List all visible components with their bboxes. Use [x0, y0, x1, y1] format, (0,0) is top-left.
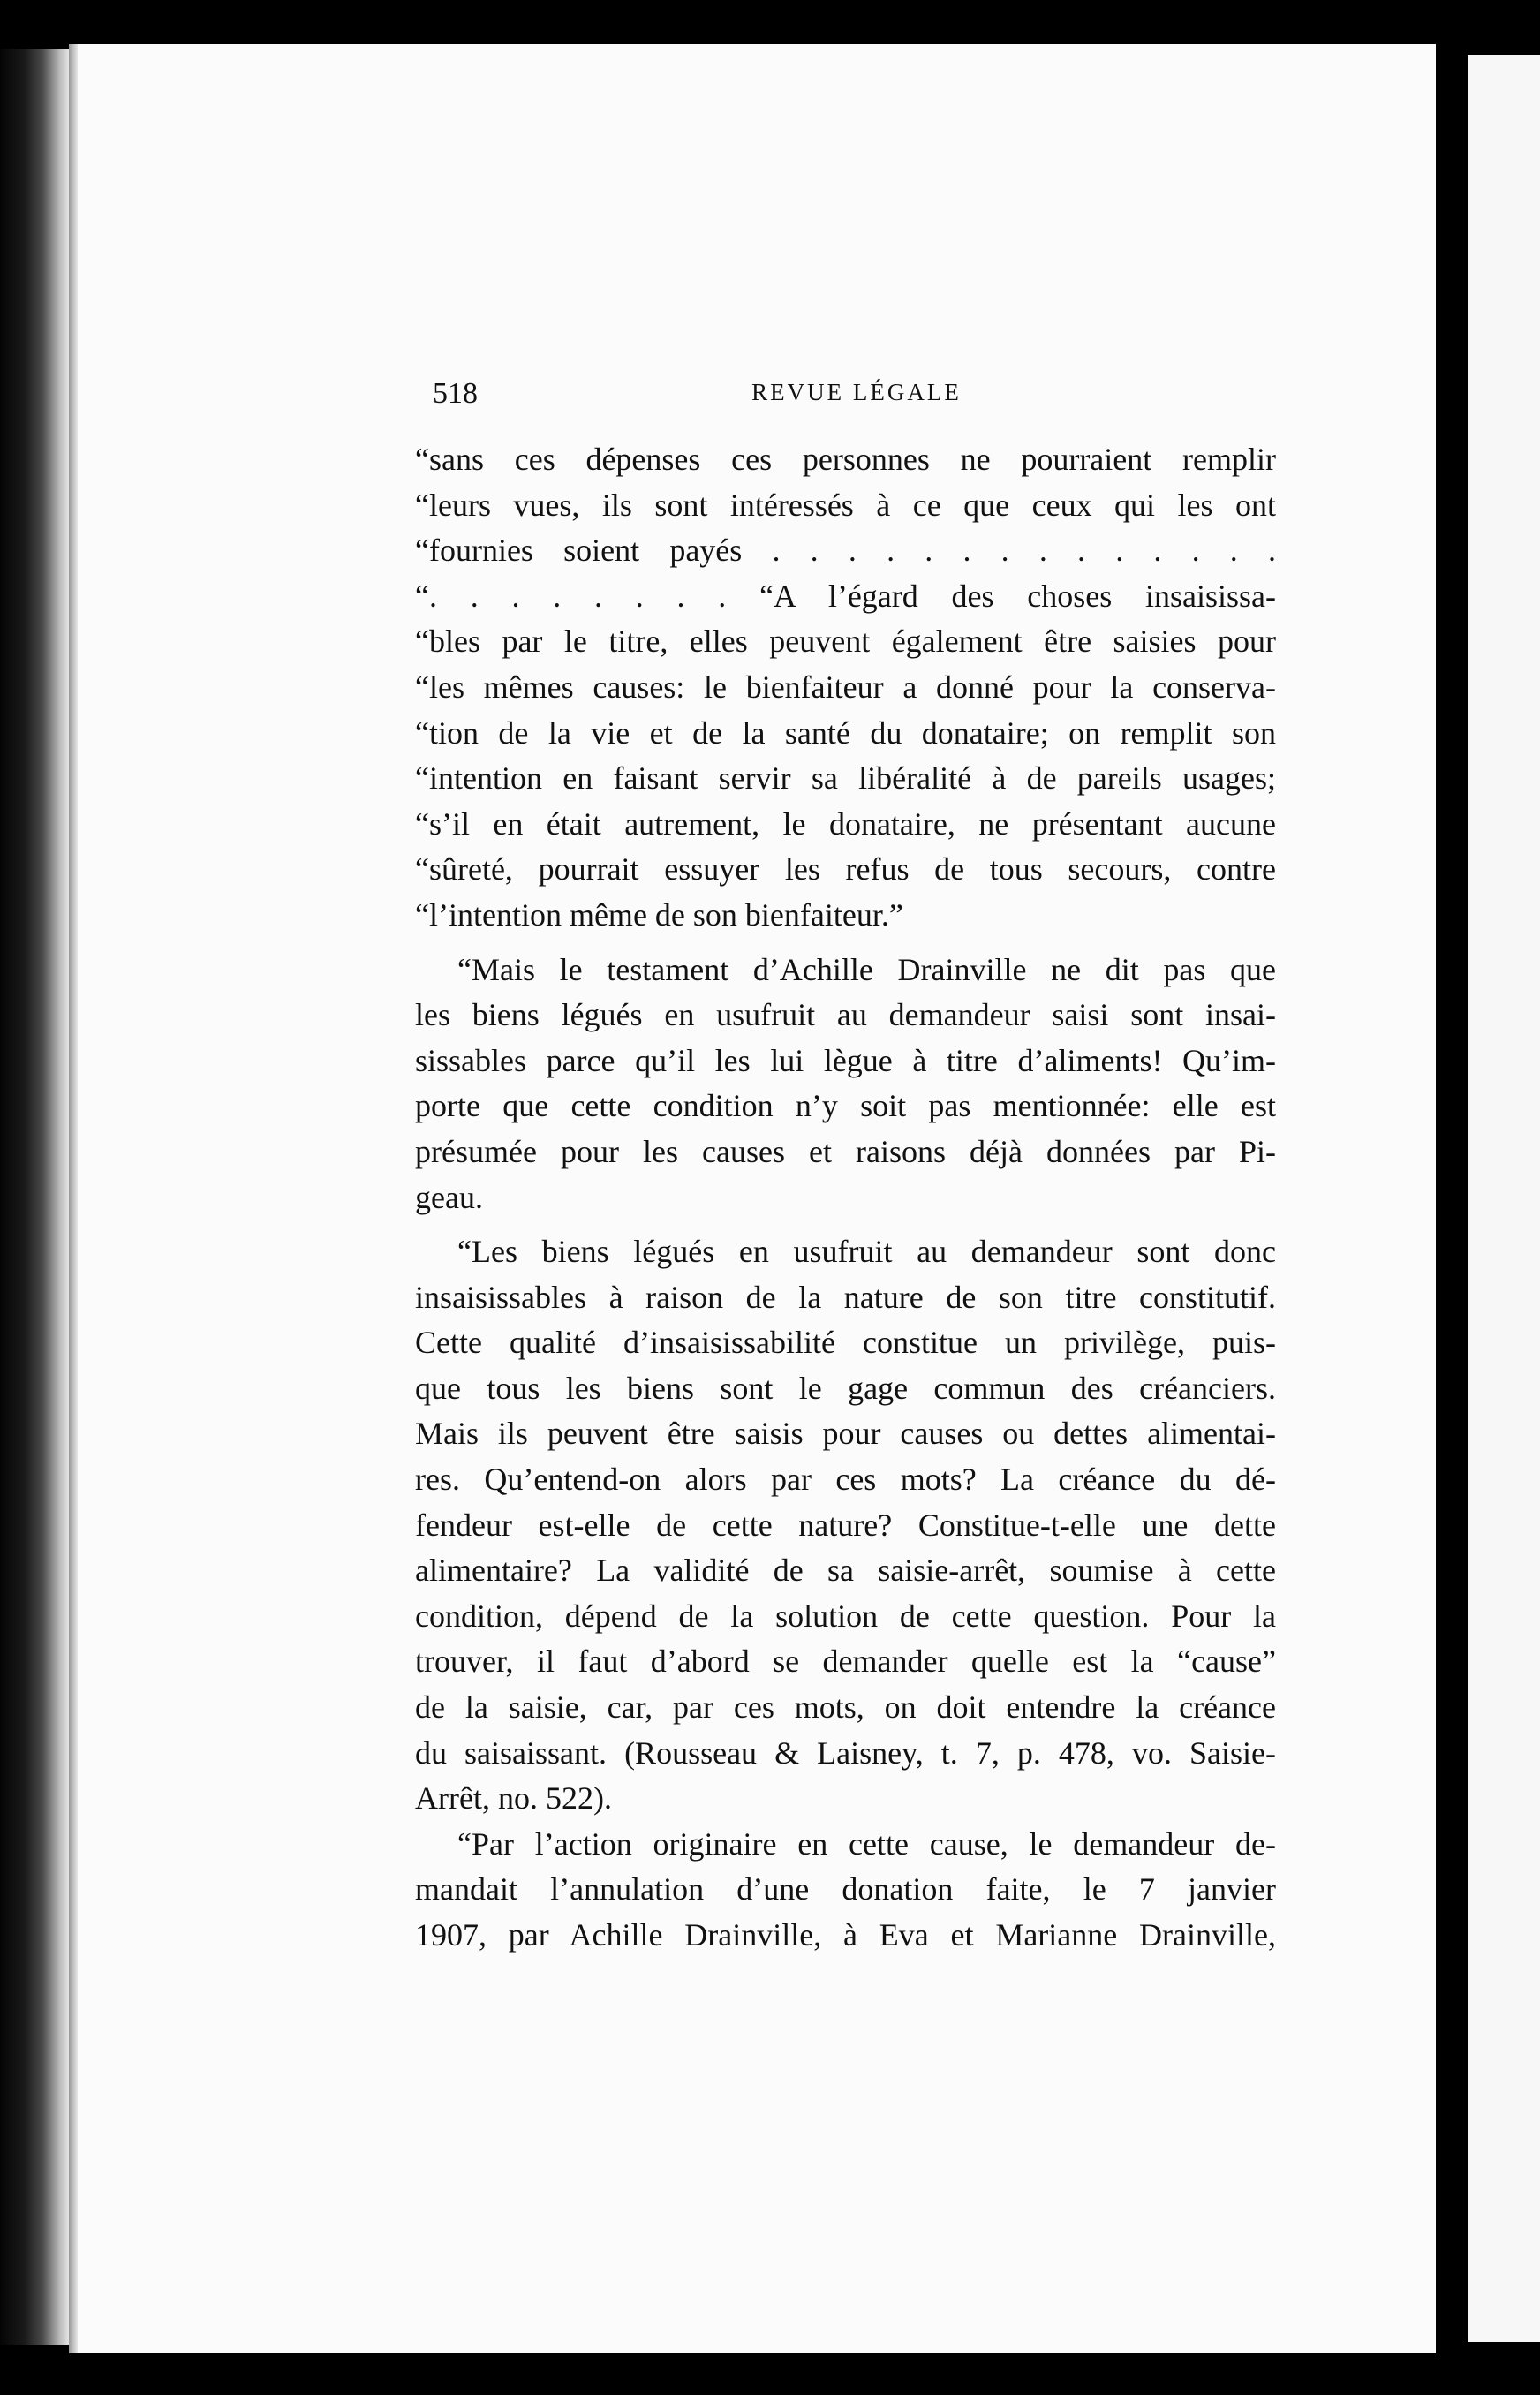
text-line: que tous les biens sont le gage commun des créanciers. [415, 1370, 1276, 1406]
text-line: “. . . . . . . . “A l’égard des choses insaisissa- [415, 578, 1276, 614]
text-line: du saisaissant. (Rousseau & Laisney, t. 7, p. 478, vo. Saisie- [415, 1734, 1276, 1771]
text-line: trouver, il faut d’abord se demander quelle est la “cause” [415, 1643, 1276, 1680]
text-line: res. Qu’entend-on alors par ces mots? La créance du dé- [415, 1462, 1276, 1498]
adjacent-page-edge [1468, 55, 1540, 2342]
text-line: Mais ils peuvent être saisis pour causes ou dettes alimentai- [415, 1416, 1276, 1452]
text-line: “s’il en était autrement, le donataire, ne présentant aucune [415, 805, 1276, 842]
text-line: Arrêt, no. 522). [415, 1780, 612, 1817]
text-line: geau. [415, 1179, 483, 1215]
page-number: 518 [433, 377, 478, 410]
text-line: de la saisie, car, par ces mots, on doit entendre la créance [415, 1689, 1276, 1726]
text-line: porte que cette condition n’y soit pas mentionnée: elle est [415, 1088, 1276, 1124]
book-spine [0, 49, 71, 2345]
text-line: “leurs vues, ils sont intéressés à ce que ceux qui les ont [415, 487, 1276, 523]
text-line: “bles par le titre, elles peuvent également être saisies pour [415, 623, 1276, 660]
text-line: mandait l’annulation d’une donation faite, le 7 janvier [415, 1871, 1276, 1908]
text-line: “l’intention même de son bienfaiteur.” [415, 896, 903, 933]
text-line: sissables parce qu’il les lui lègue à titre d’aliments! Qu’im- [415, 1042, 1276, 1078]
text-line: condition, dépend de la solution de cette question. Pour la [415, 1598, 1276, 1634]
text-line: insaisissables à raison de la nature de son titre constitutif. [415, 1279, 1276, 1315]
text-line: “les mêmes causes: le bienfaiteur a donné pour la conserva- [415, 669, 1276, 705]
body-text [415, 437, 1276, 1959]
text-line: “fournies soient payés . . . . . . . . . . . . . . [415, 533, 1276, 569]
text-line: “intention en faisant servir sa libéralité à de pareils usages; [415, 760, 1276, 797]
text-line: “Les biens légués en usufruit au demandeur sont donc [457, 1234, 1276, 1270]
text-line: “sûreté, pourrait essuyer les refus de tous secours, contre [415, 851, 1276, 888]
running-title: REVUE LÉGALE [751, 379, 962, 405]
page-gutter [69, 44, 78, 2353]
text-line: les biens légués en usufruit au demandeur saisi sont insai- [415, 997, 1276, 1033]
text-line: “Par l’action originaire en cette cause, le demandeur de- [457, 1825, 1276, 1862]
text-line: alimentaire? La validité de sa saisie-arrêt, soumise à cette [415, 1553, 1276, 1589]
text-line: “Mais le testament d’Achille Drainville ne dit pas que [457, 951, 1276, 987]
text-line: fendeur est-elle de cette nature? Constitue-t-elle une dette [415, 1507, 1276, 1543]
text-line: “sans ces dépenses ces personnes ne pourraient remplir [415, 442, 1276, 477]
page-header [433, 377, 1280, 412]
text-line: présumée pour les causes et raisons déjà données par Pi- [415, 1133, 1276, 1169]
text-line: Cette qualité d’insaisissabilité constitue un privilège, puis- [415, 1325, 1276, 1361]
text-line: “tion de la vie et de la santé du donataire; on remplit son [415, 714, 1276, 751]
text-line: 1907, par Achille Drainville, à Eva et Marianne Drainville, [415, 1917, 1276, 1953]
